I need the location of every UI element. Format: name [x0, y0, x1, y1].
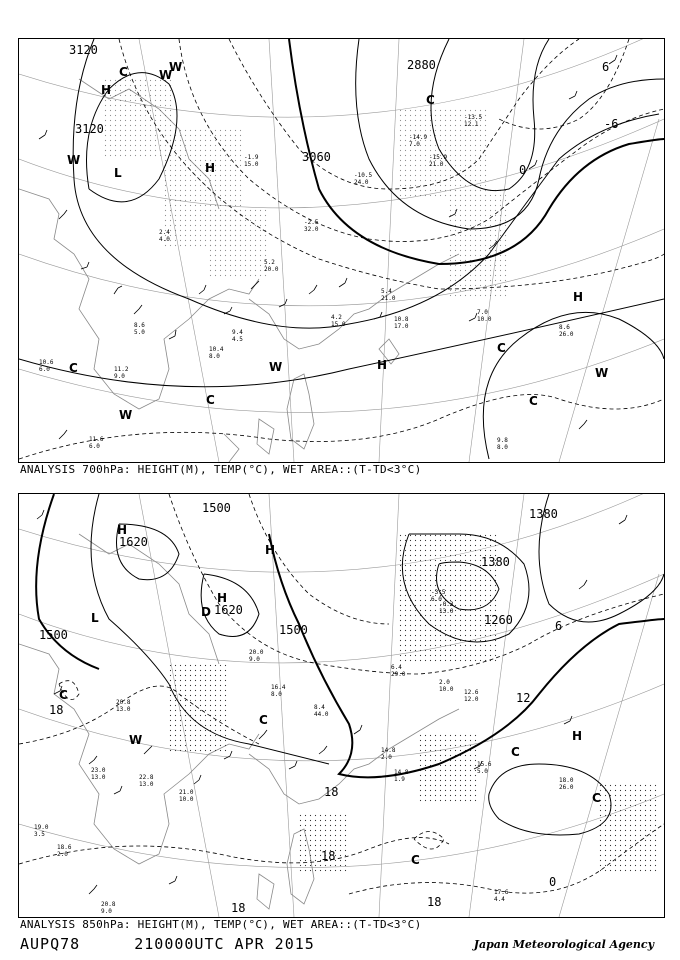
temp-label: 18 — [427, 895, 442, 909]
station-dewpoint: 12.1 — [464, 121, 479, 128]
pressure-center: C — [426, 93, 435, 107]
pressure-center: C — [529, 394, 538, 408]
map-850hpa — [19, 494, 664, 917]
station-temp: 16.4 — [271, 684, 286, 691]
temp-label: 18 — [321, 849, 336, 863]
station-dewpoint: 9.0 — [114, 373, 125, 380]
pressure-center: H — [265, 543, 276, 557]
station-temp: 19.0 — [34, 824, 49, 831]
pressure-center: C — [59, 688, 68, 702]
pressure-center: W — [159, 68, 173, 82]
station-temp: 2.0 — [439, 679, 450, 686]
station-temp: 9.4 — [232, 329, 243, 336]
pressure-center: L — [114, 166, 122, 180]
station-dewpoint: 20.0 — [264, 266, 279, 273]
station-dewpoint: 4.0 — [159, 236, 170, 243]
height-label: 1380 — [481, 555, 510, 569]
station-dewpoint: 2.0 — [381, 754, 392, 761]
station-dewpoint: 8.0 — [271, 691, 282, 698]
pressure-center: W — [119, 408, 133, 422]
agency-credit: Japan Meteorological Agency — [473, 938, 654, 951]
map-panel-850hpa — [18, 493, 665, 918]
bulletin-valid-time: 210000UTC APR 2015 — [134, 935, 315, 953]
station-dewpoint: 10.0 — [477, 316, 492, 323]
station-dewpoint: 13.0 — [91, 774, 106, 781]
temp-label: 0 — [549, 875, 557, 889]
station-temp: 11.2 — [114, 366, 129, 373]
height-label: 1620 — [214, 603, 243, 617]
temp-label: 12 — [516, 691, 531, 705]
station-dewpoint: 21.0 — [381, 295, 396, 302]
pressure-center: C — [69, 361, 78, 375]
pressure-center: W — [129, 733, 143, 747]
station-temp: 14.8 — [394, 769, 409, 776]
station-temp: 18.0 — [559, 777, 574, 784]
station-dewpoint: 6.0 — [431, 596, 442, 603]
station-temp: 9.8 — [497, 437, 508, 444]
height-label: 3120 — [75, 122, 104, 136]
station-dewpoint: 13.0 — [439, 608, 454, 615]
pressure-center: W — [269, 360, 283, 374]
station-dewpoint: 9.0 — [249, 656, 260, 663]
panel-caption-850hpa: ANALYSIS 850hPa: HEIGHT(M), TEMP(°C), WET AREA::(T-TD<3°C) — [20, 918, 422, 931]
pressure-center: W — [169, 60, 183, 74]
station-dewpoint: 5.0 — [477, 768, 488, 775]
station-temp: 8.4 — [314, 704, 325, 711]
pressure-center: L — [91, 611, 99, 625]
station-temp: 10.4 — [209, 346, 224, 353]
station-temp: -3.5 — [431, 589, 446, 596]
station-temp: 23.0 — [91, 767, 106, 774]
station-temp: -2.5 — [304, 219, 319, 226]
station-temp: 10.8 — [394, 316, 409, 323]
temp-label: 18 — [324, 785, 339, 799]
station-dewpoint: 8.0 — [497, 444, 508, 451]
pressure-center: C — [259, 713, 268, 727]
station-dewpoint: 44.0 — [314, 711, 329, 718]
station-dewpoint: 10.0 — [179, 796, 194, 803]
station-dewpoint: 13.0 — [116, 706, 131, 713]
height-label: 1500 — [279, 623, 308, 637]
station-dewpoint: 8.0 — [209, 353, 220, 360]
station-dewpoint: 26.0 — [559, 331, 574, 338]
station-dewpoint: 6.0 — [89, 443, 100, 450]
station-temp: 17.6 — [494, 889, 509, 896]
pressure-center: C — [511, 745, 520, 759]
pressure-center: H — [101, 83, 112, 97]
height-label: 1500 — [202, 501, 231, 515]
pressure-center: C — [119, 65, 128, 79]
station-dewpoint: 24.0 — [354, 179, 369, 186]
station-dewpoint: 15.0 — [244, 161, 259, 168]
pressure-center: H — [377, 358, 388, 372]
pressure-center: W — [595, 366, 609, 380]
station-dewpoint: 26.0 — [559, 784, 574, 791]
station-dewpoint: 6.0 — [39, 366, 50, 373]
height-label: 1500 — [39, 628, 68, 642]
height-label: 1260 — [484, 613, 513, 627]
station-dewpoint: 32.0 — [304, 226, 319, 233]
pressure-center: H — [573, 290, 584, 304]
temp-label: 18 — [231, 901, 246, 915]
station-temp: 22.8 — [139, 774, 154, 781]
height-label: 1620 — [119, 535, 148, 549]
height-label: 2880 — [407, 58, 436, 72]
station-dewpoint: 3.5 — [34, 831, 45, 838]
station-temp: 2.4 — [159, 229, 170, 236]
station-dewpoint: 1.9 — [394, 776, 405, 783]
height-label: 1380 — [529, 507, 558, 521]
map-700hpa — [19, 39, 664, 462]
station-temp: 14.8 — [381, 747, 396, 754]
station-temp: 7.0 — [477, 309, 488, 316]
station-dewpoint: 29.0 — [391, 671, 406, 678]
pressure-center: C — [206, 393, 215, 407]
station-temp: 6.4 — [391, 664, 402, 671]
station-dewpoint: 13.0 — [139, 781, 154, 788]
pressure-center: W — [67, 153, 81, 167]
height-label: 3120 — [69, 43, 98, 57]
station-temp: 4.2 — [331, 314, 342, 321]
station-temp: 20.0 — [249, 649, 264, 656]
station-temp: 15.6 — [477, 761, 492, 768]
temp-label: 0 — [519, 163, 527, 177]
map-panel-700hpa — [18, 38, 665, 463]
station-temp: -10.5 — [354, 172, 373, 179]
station-temp: 21.0 — [179, 789, 194, 796]
station-dewpoint: 4.4 — [494, 896, 505, 903]
pressure-center: C — [411, 853, 420, 867]
station-dewpoint: 21.0 — [429, 161, 444, 168]
station-dewpoint: 17.0 — [394, 323, 409, 330]
temp-label: 6 — [555, 619, 563, 633]
station-temp: 11.6 — [89, 436, 104, 443]
pressure-center: H — [117, 523, 128, 537]
station-temp: 18.6 — [57, 844, 72, 851]
station-dewpoint: 5.0 — [134, 329, 145, 336]
pressure-center: H — [572, 729, 583, 743]
station-temp: -1.9 — [244, 154, 259, 161]
station-temp: 5.2 — [264, 259, 275, 266]
height-label: 3060 — [302, 150, 331, 164]
station-temp: 20.8 — [101, 901, 116, 908]
station-dewpoint: 2.0 — [57, 851, 68, 858]
station-temp: 8.6 — [559, 324, 570, 331]
bulletin-header — [20, 935, 315, 953]
wet-areas — [104, 79, 509, 299]
panel-caption-700hpa: ANALYSIS 700hPa: HEIGHT(M), TEMP(°C), WET AREA::(T-TD<3°C) — [20, 463, 422, 476]
station-temp: 12.6 — [464, 689, 479, 696]
station-temp: 20.8 — [116, 699, 131, 706]
station-temp: -0.3 — [439, 601, 454, 608]
station-dewpoint: 10.0 — [439, 686, 454, 693]
station-temp: 5.4 — [381, 288, 392, 295]
pressure-center: H — [217, 591, 228, 605]
coastlines — [19, 534, 459, 909]
temp-label: 18 — [49, 703, 64, 717]
pressure-center: D — [201, 605, 211, 619]
station-dewpoint: 4.5 — [232, 336, 243, 343]
station-temp: 10.6 — [39, 359, 54, 366]
station-temp: 8.6 — [134, 322, 145, 329]
temp-label: 6 — [602, 60, 610, 74]
bulletin-code: AUPQ78 — [20, 935, 81, 953]
pressure-center: C — [497, 341, 506, 355]
station-dewpoint: 15.0 — [331, 321, 346, 328]
pressure-center: H — [205, 161, 216, 175]
station-dewpoint: 9.0 — [101, 908, 112, 915]
temp-label: -6 — [604, 117, 619, 131]
pressure-center: C — [592, 791, 601, 805]
station-dewpoint: 7.0 — [409, 141, 420, 148]
station-temp: -14.9 — [409, 134, 428, 141]
station-temp: -13.5 — [464, 114, 483, 121]
station-temp: -15.9 — [429, 154, 448, 161]
station-dewpoint: 12.0 — [464, 696, 479, 703]
